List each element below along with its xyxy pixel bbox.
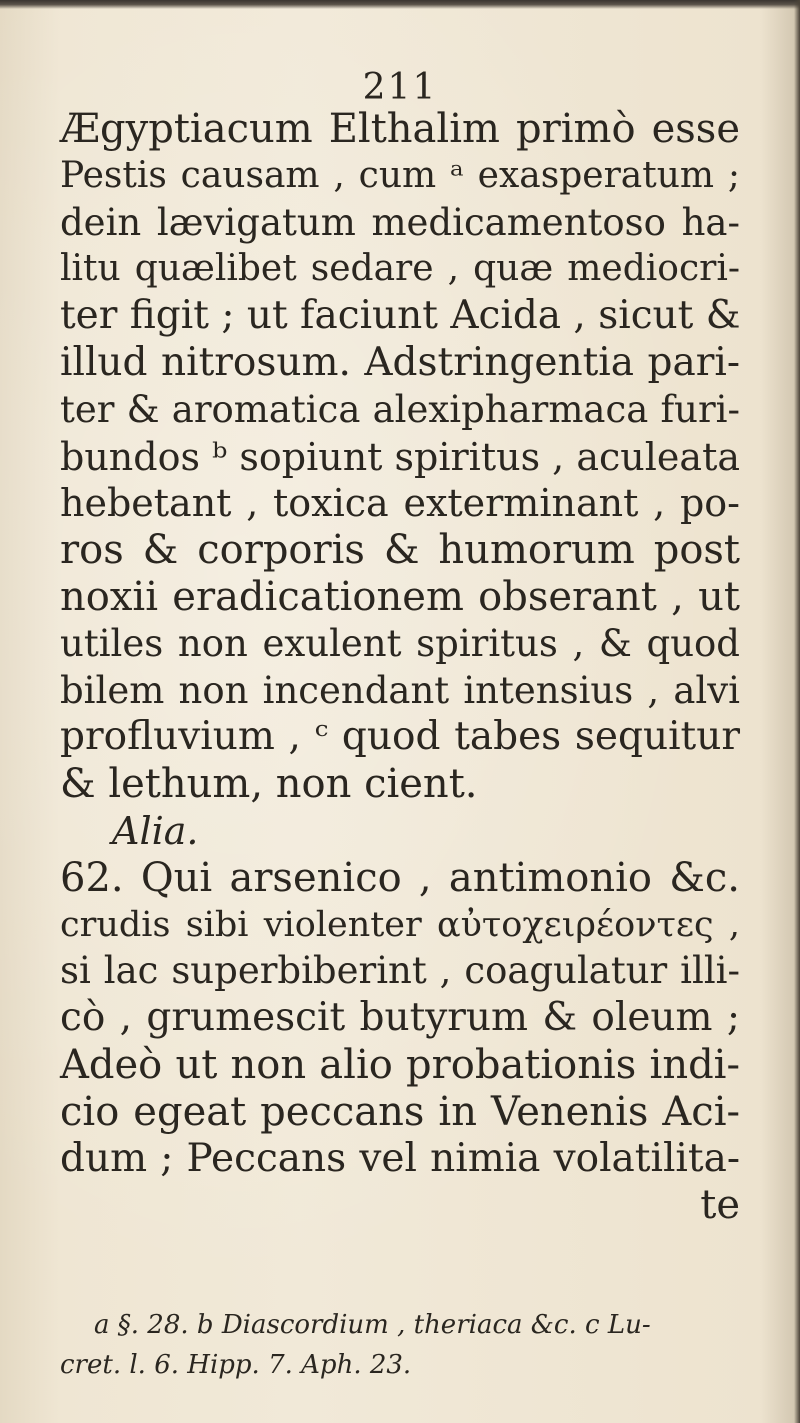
- text-line: Adeò ut non alio probationis indi-: [60, 1041, 740, 1088]
- top-edge-shadow: [0, 0, 800, 9]
- text-line: bundos ᵇ sopiunt spiritus , aculeata: [60, 434, 740, 479]
- footnotes: [60, 1305, 740, 1385]
- body-text: [60, 106, 740, 1229]
- page-number: 211: [362, 67, 438, 108]
- section-heading: Alia.: [112, 808, 199, 853]
- right-edge-shadow: [794, 0, 800, 1423]
- text-line: ter figit ; ut faciunt Acida , sicut &: [60, 293, 741, 339]
- text-line: Pestis causam , cum ᵃ exasperatum ;: [60, 154, 740, 196]
- footnote-line: cret. l. 6. Hipp. 7. Aph. 23.: [60, 1350, 412, 1380]
- text-line: hebetant , toxica exterminant , po-: [60, 481, 740, 526]
- footnote-line: a §. 28. b Diascordium , theriaca &c. c Lu-: [94, 1310, 651, 1340]
- text-line: dein lævigatum medicamentoso ha-: [60, 200, 740, 244]
- text-line: cò , grumescit butyrum & oleum ;: [60, 995, 740, 1041]
- text-line: dum ; Peccans vel nimia volatilita-: [60, 1135, 740, 1181]
- text-line: bilem non incendant intensius , alvi: [60, 668, 740, 712]
- text-line: noxii eradicationem obserant , ut: [60, 573, 740, 620]
- text-line: 62. Qui arsenico , antimonio &c.: [60, 854, 740, 901]
- text-line: illud nitrosum. Adstringentia pari-: [60, 339, 740, 385]
- text-line: ros & corporis & humorum post: [60, 527, 740, 574]
- text-line: si lac superbiberint , coagulatur illi-: [60, 949, 740, 993]
- text-line: cio egeat peccans in Venenis Aci-: [60, 1088, 740, 1135]
- catchword: te: [700, 1182, 740, 1229]
- text-line: ter & aromatica alexipharmaca furi-: [60, 387, 740, 431]
- text-line: crudis sibi violenter αὐτοχειρέοντες ,: [60, 904, 740, 945]
- text-line: utiles non exulent spiritus , & quod: [60, 621, 740, 665]
- text-line: profluvium , ᶜ quod tabes sequitur: [60, 714, 740, 760]
- text-line: litu quælibet sedare , quæ mediocri-: [60, 248, 740, 290]
- text-line: & lethum, non cient.: [60, 761, 478, 808]
- text-line: Ægyptiacum Elthalim primò esse: [60, 106, 740, 152]
